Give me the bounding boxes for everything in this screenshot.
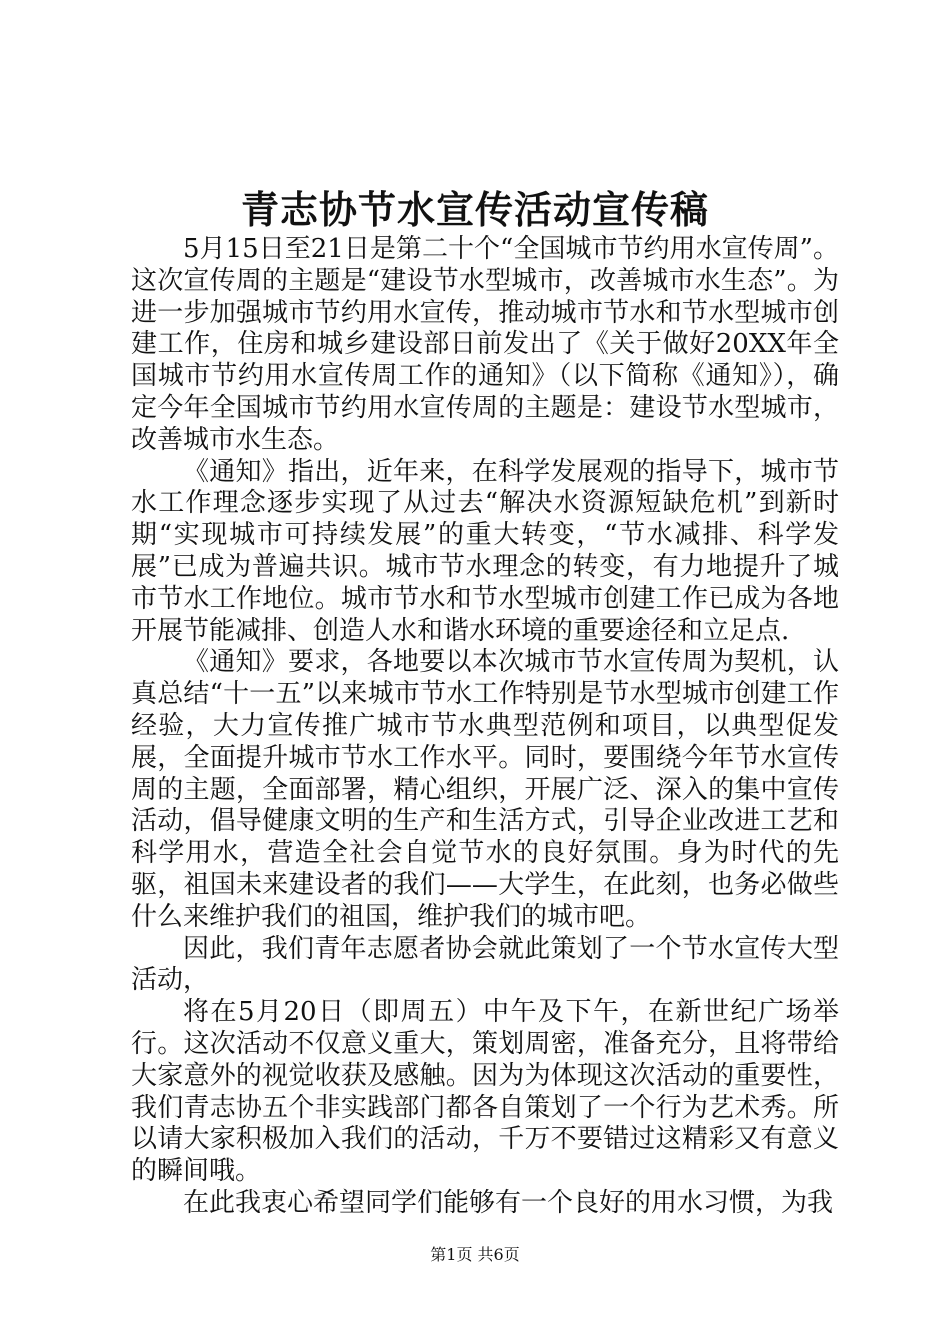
paragraph-3: 《通知》要求，各地要以本次城市节水宣传周为契机，认真总结“十一五”以来城市节水工作特别是节水型城市创建工作经验，大力宣传推广城市节水典型范例和项目，以典型促发展，全面提升城市节水工作水平。同时，要围绕今年节水宣传周的主题，全面部署，精心组织，开展广泛、深入的集中宣传活动，倡导健康文明的生产和生活方式，引导企业改进工艺和科学用水，营造全社会自觉节水的良好氛围。身为时代的先驱，祖国未来建设者的我们——大学生，在此刻，也务必做些什么来维护我们的祖国，维护我们的城市吧。 bbox=[131, 647, 839, 932]
paragraph-1: 5月15日至21日是第二十个“全国城市节约用水宣传周”。这次宣传周的主题是“建设节水型城市，改善城市水生态”。为进一步加强城市节约用水宣传，推动城市节水和节水型城市创建工作，住房和城乡建设部日前发出了《关于做好20XX年全国城市节约用水宣传周工作的通知》（以下简称《通知》），确定今年全国城市节约用水宣传周的主题是：建设节水型城市，改善城市水生态。 bbox=[131, 234, 839, 455]
document-title: 青志协节水宣传活动宣传稿 bbox=[240, 187, 709, 232]
page-number-footer: 第1页 共6页 bbox=[430, 1245, 520, 1264]
paragraph-5: 将在5月20日（即周五）中午及下午，在新世纪广场举行。这次活动不仅意义重大，策划周密，准备充分，且将带给大家意外的视觉收获及感触。因为为体现这次活动的重要性，我们青志协五个非实践部门都各自策划了一个行为艺术秀。所以请大家积极加入我们的活动，千万不要错过这精彩又有意义的瞬间哦。 bbox=[131, 997, 839, 1187]
paragraph-2: 《通知》指出，近年来，在科学发展观的指导下，城市节水工作理念逐步实现了从过去“解决水资源短缺危机”到新时期“实现城市可持续发展”的重大转变，“节水减排、科学发展”已成为普遍共识。城市节水理念的转变，有力地提升了城市节水工作地位。城市节水和节水型城市创建工作已成为各地开展节能减排、创造人水和谐水环境的重要途径和立足点. bbox=[131, 456, 839, 646]
document-body bbox=[131, 234, 839, 1220]
paragraph-4: 因此，我们青年志愿者协会就此策划了一个节水宣传大型活动， bbox=[131, 933, 839, 996]
paragraph-6: 在此我衷心希望同学们能够有一个良好的用水习惯，为我 bbox=[183, 1187, 834, 1218]
